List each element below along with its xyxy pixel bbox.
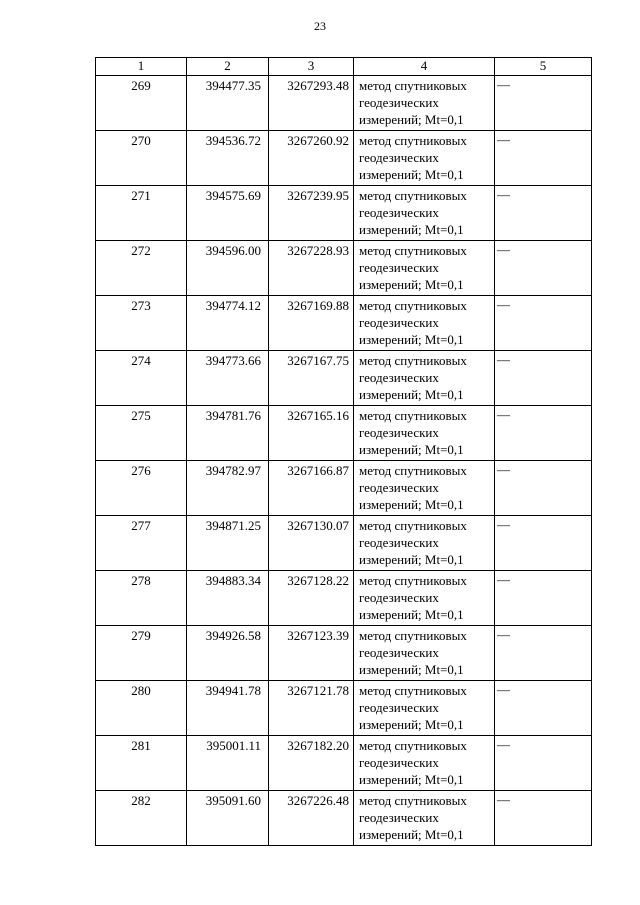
method-line: измерений; Mt=0,1: [359, 442, 464, 457]
method-line: геодезических: [359, 260, 439, 275]
column-header: 4: [354, 58, 495, 76]
note-cell: —: [495, 186, 592, 241]
note-cell: —: [495, 626, 592, 681]
method-cell: [354, 131, 495, 186]
method-line: метод спутниковых: [359, 188, 467, 203]
point-number-cell: 278: [96, 571, 187, 626]
note-cell: —: [495, 296, 592, 351]
method-line: измерений; Mt=0,1: [359, 772, 464, 787]
method-line: измерений; Mt=0,1: [359, 222, 464, 237]
method-cell: [354, 626, 495, 681]
table-row: [96, 241, 592, 296]
method-line: геодезических: [359, 810, 439, 825]
method-cell: [354, 76, 495, 131]
point-number-cell: 274: [96, 351, 187, 406]
y-coordinate-cell: 3267260.92: [269, 131, 354, 186]
note-cell: —: [495, 241, 592, 296]
table-row: [96, 296, 592, 351]
header-row: [96, 58, 592, 76]
note-cell: —: [495, 351, 592, 406]
method-line: измерений; Mt=0,1: [359, 497, 464, 512]
method-line: геодезических: [359, 645, 439, 660]
point-number-cell: 269: [96, 76, 187, 131]
y-coordinate-cell: 3267165.16: [269, 406, 354, 461]
x-coordinate-cell: 394774.12: [187, 296, 269, 351]
method-line: геодезических: [359, 755, 439, 770]
method-cell: [354, 681, 495, 736]
table-row: [96, 76, 592, 131]
method-line: метод спутниковых: [359, 408, 467, 423]
y-coordinate-cell: 3267239.95: [269, 186, 354, 241]
method-line: измерений; Mt=0,1: [359, 277, 464, 292]
point-number-cell: 275: [96, 406, 187, 461]
method-cell: [354, 791, 495, 846]
y-coordinate-cell: 3267121.78: [269, 681, 354, 736]
x-coordinate-cell: 394941.78: [187, 681, 269, 736]
method-cell: [354, 296, 495, 351]
table-row: [96, 571, 592, 626]
y-coordinate-cell: 3267130.07: [269, 516, 354, 571]
method-line: метод спутниковых: [359, 628, 467, 643]
x-coordinate-cell: 394575.69: [187, 186, 269, 241]
method-line: метод спутниковых: [359, 463, 467, 478]
point-number-cell: 280: [96, 681, 187, 736]
coordinates-table: [95, 57, 592, 846]
point-number-cell: 273: [96, 296, 187, 351]
method-line: геодезических: [359, 700, 439, 715]
method-cell: [354, 351, 495, 406]
method-line: метод спутниковых: [359, 738, 467, 753]
method-cell: [354, 736, 495, 791]
table-row: [96, 351, 592, 406]
note-cell: —: [495, 736, 592, 791]
method-line: геодезических: [359, 590, 439, 605]
x-coordinate-cell: 394782.97: [187, 461, 269, 516]
method-line: геодезических: [359, 370, 439, 385]
y-coordinate-cell: 3267226.48: [269, 791, 354, 846]
column-header: 2: [187, 58, 269, 76]
method-line: измерений; Mt=0,1: [359, 717, 464, 732]
method-cell: [354, 516, 495, 571]
column-header: 3: [269, 58, 354, 76]
table-row: [96, 736, 592, 791]
note-cell: —: [495, 406, 592, 461]
table-row: [96, 681, 592, 736]
method-line: метод спутниковых: [359, 243, 467, 258]
method-cell: [354, 406, 495, 461]
table-row: [96, 791, 592, 846]
y-coordinate-cell: 3267182.20: [269, 736, 354, 791]
x-coordinate-cell: 394596.00: [187, 241, 269, 296]
point-number-cell: 279: [96, 626, 187, 681]
note-cell: —: [495, 516, 592, 571]
x-coordinate-cell: 394871.25: [187, 516, 269, 571]
method-cell: [354, 571, 495, 626]
table-row: [96, 406, 592, 461]
method-line: геодезических: [359, 535, 439, 550]
point-number-cell: 271: [96, 186, 187, 241]
y-coordinate-cell: 3267169.88: [269, 296, 354, 351]
method-cell: [354, 461, 495, 516]
point-number-cell: 281: [96, 736, 187, 791]
x-coordinate-cell: 395091.60: [187, 791, 269, 846]
method-line: измерений; Mt=0,1: [359, 827, 464, 842]
method-line: метод спутниковых: [359, 298, 467, 313]
y-coordinate-cell: 3267166.87: [269, 461, 354, 516]
note-cell: —: [495, 681, 592, 736]
note-cell: —: [495, 461, 592, 516]
method-cell: [354, 241, 495, 296]
method-line: геодезических: [359, 480, 439, 495]
table-header: [96, 58, 592, 76]
method-line: геодезических: [359, 150, 439, 165]
table-row: [96, 516, 592, 571]
y-coordinate-cell: 3267293.48: [269, 76, 354, 131]
method-line: измерений; Mt=0,1: [359, 112, 464, 127]
table-row: [96, 186, 592, 241]
note-cell: —: [495, 791, 592, 846]
method-line: геодезических: [359, 95, 439, 110]
y-coordinate-cell: 3267167.75: [269, 351, 354, 406]
note-cell: —: [495, 76, 592, 131]
method-line: геодезических: [359, 315, 439, 330]
page-number: 23: [314, 19, 326, 33]
column-header: 5: [495, 58, 592, 76]
method-line: метод спутниковых: [359, 683, 467, 698]
x-coordinate-cell: 394477.35: [187, 76, 269, 131]
note-cell: —: [495, 131, 592, 186]
method-line: метод спутниковых: [359, 518, 467, 533]
note-cell: —: [495, 571, 592, 626]
method-line: измерений; Mt=0,1: [359, 387, 464, 402]
method-line: метод спутниковых: [359, 793, 467, 808]
method-line: измерений; Mt=0,1: [359, 607, 464, 622]
x-coordinate-cell: 394536.72: [187, 131, 269, 186]
method-line: метод спутниковых: [359, 133, 467, 148]
method-line: метод спутниковых: [359, 353, 467, 368]
x-coordinate-cell: 394773.66: [187, 351, 269, 406]
x-coordinate-cell: 394883.34: [187, 571, 269, 626]
method-line: измерений; Mt=0,1: [359, 332, 464, 347]
method-line: измерений; Mt=0,1: [359, 662, 464, 677]
table-row: [96, 131, 592, 186]
method-line: геодезических: [359, 205, 439, 220]
point-number-cell: 277: [96, 516, 187, 571]
table-body: [96, 76, 592, 846]
point-number-cell: 276: [96, 461, 187, 516]
y-coordinate-cell: 3267123.39: [269, 626, 354, 681]
method-line: измерений; Mt=0,1: [359, 552, 464, 567]
x-coordinate-cell: 394781.76: [187, 406, 269, 461]
point-number-cell: 272: [96, 241, 187, 296]
column-header: 1: [96, 58, 187, 76]
x-coordinate-cell: 394926.58: [187, 626, 269, 681]
y-coordinate-cell: 3267228.93: [269, 241, 354, 296]
method-line: метод спутниковых: [359, 78, 467, 93]
y-coordinate-cell: 3267128.22: [269, 571, 354, 626]
method-line: измерений; Mt=0,1: [359, 167, 464, 182]
method-line: геодезических: [359, 425, 439, 440]
point-number-cell: 282: [96, 791, 187, 846]
method-line: метод спутниковых: [359, 573, 467, 588]
table-row: [96, 461, 592, 516]
table-row: [96, 626, 592, 681]
method-cell: [354, 186, 495, 241]
point-number-cell: 270: [96, 131, 187, 186]
x-coordinate-cell: 395001.11: [187, 736, 269, 791]
